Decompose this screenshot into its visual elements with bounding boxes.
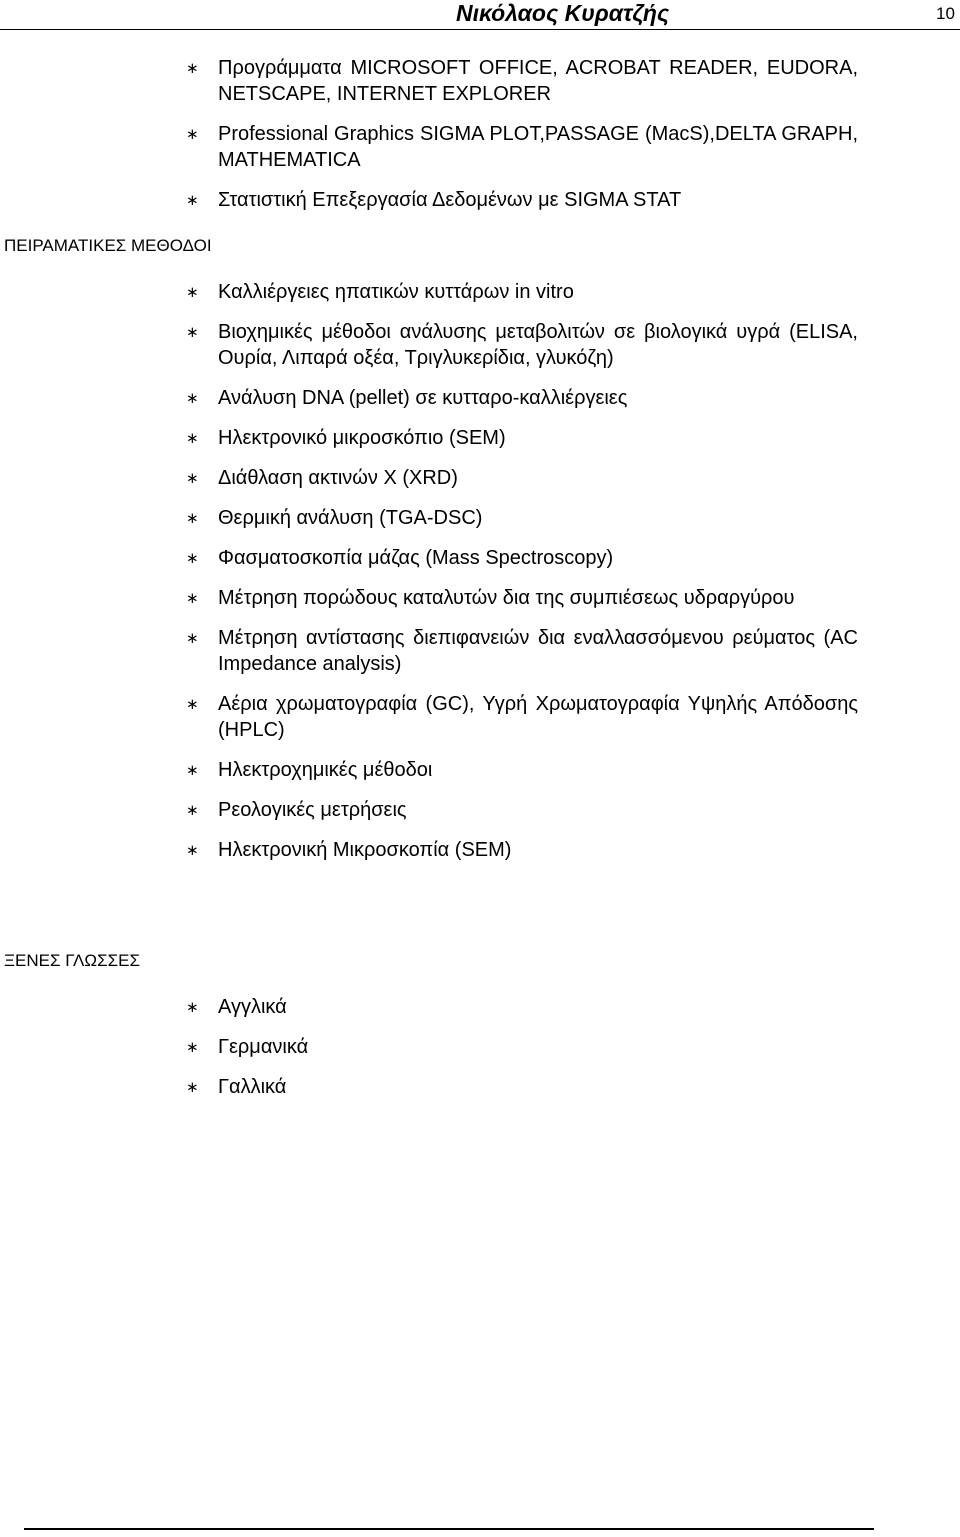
section-label-methods: ΠΕΙΡΑΜΑΤΙΚΕΣ ΜΕΘΟΔΟΙ — [4, 236, 212, 255]
bullet-icon: ∗ — [186, 125, 199, 143]
method-item-text: Καλλιέργειες ηπατικών κυττάρων in vitro — [218, 281, 574, 303]
bullet-icon: ∗ — [186, 1038, 199, 1056]
bullet-icon: ∗ — [186, 589, 199, 607]
method-item — [186, 585, 858, 611]
bullet-icon: ∗ — [186, 389, 199, 407]
software-item-text: Professional Graphics SIGMA PLOT,PASSAGE (MacS),DELTA GRAPH, MATHEMATICA — [218, 123, 858, 171]
bullet-icon: ∗ — [186, 283, 199, 301]
bullet-icon: ∗ — [186, 801, 199, 819]
language-item — [186, 994, 858, 1020]
bullet-icon: ∗ — [186, 761, 199, 779]
bullet-icon: ∗ — [186, 629, 199, 647]
bullet-icon: ∗ — [186, 695, 199, 713]
method-item-text: Θερμική ανάλυση (TGA-DSC) — [218, 507, 483, 529]
language-item-text: Αγγλικά — [218, 996, 287, 1018]
language-item-text: Γερμανικά — [218, 1036, 309, 1058]
method-item-text: Ηλεκτρονική Μικροσκοπία (SEM) — [218, 839, 512, 861]
language-item — [186, 1074, 858, 1100]
method-item — [186, 465, 858, 491]
page-header — [0, 0, 960, 30]
method-item-text: Ρεολογικές μετρήσεις — [218, 799, 407, 821]
bullet-icon: ∗ — [186, 998, 199, 1016]
bullet-icon: ∗ — [186, 59, 199, 77]
software-item — [186, 55, 858, 107]
method-item — [186, 691, 858, 743]
method-item — [186, 279, 858, 305]
software-item-text: Προγράμματα MICROSOFT OFFICE, ACROBAT READER, EUDORA, NETSCAPE, INTERNET EXPLORER — [218, 57, 858, 105]
method-item-text: Μέτρηση πορώδους καταλυτών δια της συμπιέσεως υδραργύρου — [218, 587, 795, 609]
bullet-icon: ∗ — [186, 191, 199, 209]
bullet-icon: ∗ — [186, 429, 199, 447]
section-label-languages: ΞΕΝΕΣ ΓΛΩΣΣΕΣ — [4, 951, 140, 970]
language-item-text: Γαλλικά — [218, 1076, 287, 1098]
method-item-text: Αέρια χρωματογραφία (GC), Υγρή Χρωματογραφία Υψηλής Απόδοσης (HPLC) — [218, 693, 858, 741]
bullet-icon: ∗ — [186, 549, 199, 567]
method-item — [186, 625, 858, 677]
bullet-icon: ∗ — [186, 841, 199, 859]
languages-list — [186, 994, 858, 1100]
method-item — [186, 505, 858, 531]
method-item — [186, 385, 858, 411]
author-name: Νικόλαος Κυρατζής — [456, 0, 670, 26]
software-item — [186, 187, 858, 213]
bullet-icon: ∗ — [186, 509, 199, 527]
method-item — [186, 837, 858, 863]
bullet-icon: ∗ — [186, 469, 199, 487]
page-number: 10 — [936, 4, 955, 23]
method-item — [186, 425, 858, 451]
method-item-text: Μέτρηση αντίστασης διεπιφανειών δια εναλλασσόμενου ρεύματος (AC Impedance analysis) — [218, 627, 858, 675]
method-item — [186, 319, 858, 371]
method-item — [186, 757, 858, 783]
bullet-icon: ∗ — [186, 323, 199, 341]
method-item-text: Διάθλαση ακτινών X (XRD) — [218, 467, 458, 489]
method-item-text: Ηλεκτροχημικές μέθοδοι — [218, 759, 433, 781]
method-item-text: Ηλεκτρονικό μικροσκόπιο (SEM) — [218, 427, 506, 449]
method-item-text: Φασματοσκοπία μάζας (Mass Spectroscopy) — [218, 547, 614, 569]
header-rule — [0, 29, 960, 30]
methods-list — [186, 279, 858, 863]
footer-rule — [24, 1528, 874, 1530]
method-item — [186, 545, 858, 571]
software-item-text: Στατιστική Επεξεργασία Δεδομένων με SIGMA STAT — [218, 189, 682, 211]
software-list — [186, 55, 858, 213]
method-item-text: Βιοχημικές μέθοδοι ανάλυσης μεταβολιτών σε βιολογικά υγρά (ELISA, Ουρία, Λιπαρά οξέα, Τριγλυκερίδια, γλυκόζη) — [218, 321, 858, 369]
bullet-icon: ∗ — [186, 1078, 199, 1096]
method-item-text: Ανάλυση DNA (pellet) σε κυτταρο-καλλιέργειες — [218, 387, 628, 409]
language-item — [186, 1034, 858, 1060]
software-item — [186, 121, 858, 173]
method-item — [186, 797, 858, 823]
